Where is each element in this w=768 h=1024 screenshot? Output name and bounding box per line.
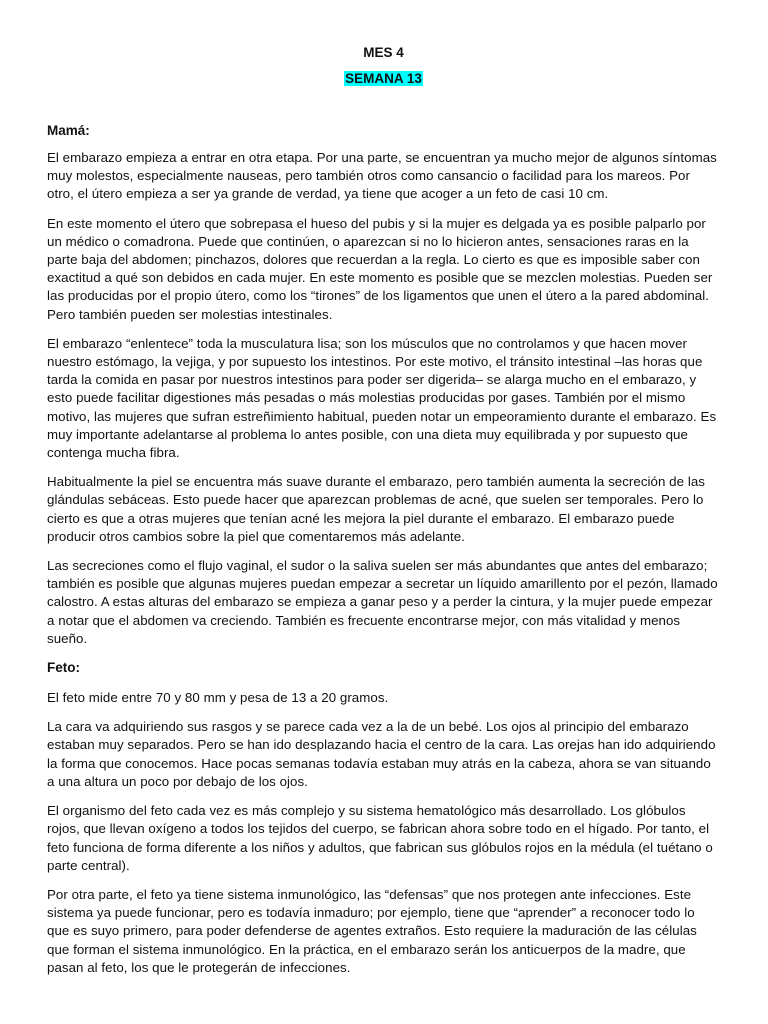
mama-paragraph: En este momento el útero que sobrepasa el hueso del pubis y si la mujer es delgada ya es posible palparlo por un médico o comadrona. Puede que continúen, o aparezcan si no lo hicieron antes, sensaciones raras en la parte baja del abdomen; pinchazos, dolores que recuerdan a la regla. Lo cierto es que es imposible saber con exactitud a qué son debidos en cada mujer. En este momento es posible que se mezclen molestias. Pueden ser las producidas por el propio útero, como los “tirones” de los ligamentos que unen el útero a la pared abdominal. Pero también pueden ser molestias intestinales. [47,215,713,322]
mama-section-label: Mamá: [47,123,90,138]
month-heading: MES 4 [363,45,404,60]
feto-paragraph: El organismo del feto cada vez es más complejo y su sistema hematológico más desarrollado. Los glóbulos rojos, que llevan oxígeno a todos los tejidos del cuerpo, se fabrican ahora sobre todo en el hígado. Por tanto, el feto funciona de forma diferente a los niños y adultos, que fabrican sus glóbulos rojos en la médula (el tuétano o parte central). [47,803,713,873]
mama-paragraph: Habitualmente la piel se encuentra más suave durante el embarazo, pero también aumenta la secreción de las glándulas sebáceas. Esto puede hacer que aparezcan problemas de acné, que suelen ser temporales. Pero lo cierto es que a otras mujeres que tenían acné les mejora la piel durante el embarazo. El embarazo puede producir otros cambios sobre la piel que comentaremos más adelante. [47,474,705,544]
mama-paragraph: El embarazo empieza a entrar en otra etapa. Por una parte, se encuentran ya mucho mejor de algunos síntomas muy molestos, especialmente nauseas, pero también otros como cansancio o facilidad para los mareos. Por otro, el útero empieza a ser ya grande de verdad, ya tiene que acoger a un feto de casi 10 cm. [47,150,717,202]
week-heading-highlight: SEMANA 13 [345,71,422,86]
feto-section-label: Feto: [47,660,80,676]
mama-paragraph: El embarazo “enlentece” toda la musculatura lisa; son los músculos que no controlamos y que hacen mover nuestro estómago, la vejiga, y por supuesto los intestinos. Por este motivo, el tránsito intestinal –las horas que tarda la comida en pasar por nuestros intestinos para poder ser digerida– se alarga mucho en el embarazo, y esto puede facilitar digestiones más pesadas o más molestias producidas por gases. También por el mismo motivo, las mujeres que sufran estreñimiento habitual, pueden notar un empeoramiento durante el embarazo. Es muy importante adelantarse al problema lo antes posible, con una dieta muy equilibrada y por supuesto que contenga mucha fibra. [47,335,717,461]
feto-paragraph: El feto mide entre 70 y 80 mm y pesa de 13 a 20 gramos. [47,690,389,706]
week-heading [47,70,720,88]
feto-paragraph: La cara va adquiriendo sus rasgos y se parece cada vez a la de un bebé. Los ojos al principio del embarazo estaban muy separados. Pero se han ido desplazando hacia el centro de la cara. Las orejas han ido adquiriendo la forma que conocemos. Hace pocas semanas todavía estaban muy atrás en la cabeza, ahora se van situando a una altura un poco por debajo de los ojos. [47,719,716,789]
mama-paragraph: Las secreciones como el flujo vaginal, el sudor o la saliva suelen ser más abundantes que antes del embarazo; también es posible que algunas mujeres puedan empezar a secretar un líquido amarillento por el pezón, llamado calostro. A estas alturas del embarazo se empieza a ganar peso y a perder la cintura, y la mujer puede empezar a notar que el abdomen va creciendo. También es frecuente encontrarse mejor, con más vitalidad y menos sueño. [47,558,718,646]
feto-paragraph: Por otra parte, el feto ya tiene sistema inmunológico, las “defensas” que nos protegen ante infecciones. Este sistema ya puede funcionar, pero es todavía inmaduro; por ejemplo, tiene que “aprender” a reconocer todo lo que es suyo primero, para poder defenderse de agentes extraños. Esto requiere la maduración de las células que forman el sistema inmunológico. En la práctica, en el embarazo serán los anticuerpos de la madre, que pasan al feto, los que le protegerán de infecciones. [47,886,697,975]
